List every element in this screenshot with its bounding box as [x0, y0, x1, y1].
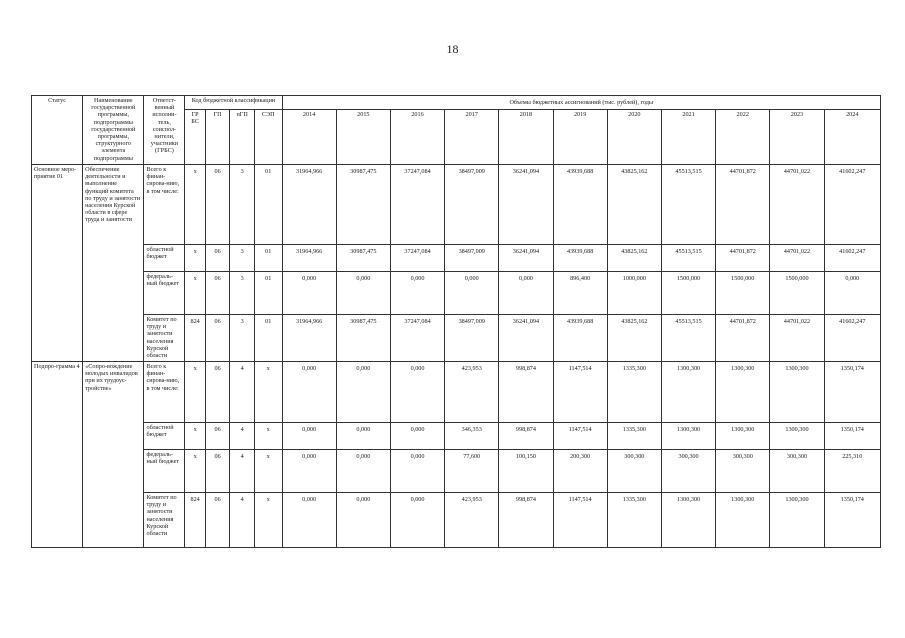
row-value: 0,000: [336, 493, 390, 548]
row-responsible: Всего к финан-сирова-нию, в том числе:: [144, 165, 185, 245]
header-year: 2019: [553, 110, 607, 165]
row-value: 300,300: [716, 450, 770, 493]
header-code-col: ГП: [205, 110, 230, 165]
row-value: 36241,094: [499, 315, 553, 362]
row-value: 44701,872: [716, 315, 770, 362]
row-value: 1335,300: [607, 423, 661, 450]
row-value: 77,600: [445, 450, 499, 493]
row-code: х: [185, 272, 205, 315]
table-body: [32, 165, 881, 548]
row-value: 0,000: [336, 362, 390, 423]
row-value: 1300,300: [770, 493, 824, 548]
header-year: 2022: [716, 110, 770, 165]
header-year: 2014: [282, 110, 336, 165]
row-value: 37247,084: [390, 315, 444, 362]
budget-table: [31, 95, 881, 548]
row-value: 0,000: [824, 272, 880, 315]
row-value: 1500,000: [770, 272, 824, 315]
row-code: 06: [205, 423, 230, 450]
row-code: 06: [205, 450, 230, 493]
row-code: 06: [205, 493, 230, 548]
row-code: 01: [254, 272, 282, 315]
row-value: 45513,515: [661, 315, 715, 362]
row-value: 1300,300: [770, 423, 824, 450]
row-value: 43939,688: [553, 165, 607, 245]
row-value: 1300,300: [661, 362, 715, 423]
row-value: 1500,000: [661, 272, 715, 315]
row-value: 43939,688: [553, 315, 607, 362]
row-value: 1300,300: [716, 362, 770, 423]
row-code: 4: [230, 362, 255, 423]
row-value: 200,300: [553, 450, 607, 493]
row-value: 998,874: [499, 362, 553, 423]
row-responsible: Комитет по труду и занятости населения Курской области: [144, 493, 185, 548]
row-value: 1300,300: [770, 362, 824, 423]
row-value: 896,400: [553, 272, 607, 315]
row-code: 01: [254, 245, 282, 272]
row-value: 998,874: [499, 493, 553, 548]
row-value: 1500,000: [716, 272, 770, 315]
row-value: 0,000: [282, 423, 336, 450]
row-value: 30987,475: [336, 165, 390, 245]
row-value: 41602,247: [824, 245, 880, 272]
row-value: 1147,514: [553, 493, 607, 548]
row-code: х: [254, 362, 282, 423]
row-value: 1300,300: [661, 423, 715, 450]
row-value: 1335,300: [607, 493, 661, 548]
row-value: 423,953: [445, 362, 499, 423]
table-row: [32, 245, 881, 272]
row-value: 38497,009: [445, 315, 499, 362]
row-value: 37247,084: [390, 245, 444, 272]
row-value: 1147,514: [553, 362, 607, 423]
row-value: 1300,300: [716, 493, 770, 548]
row-value: 0,000: [390, 272, 444, 315]
header-year: 2018: [499, 110, 553, 165]
row-value: 31964,966: [282, 245, 336, 272]
row-code: 06: [205, 315, 230, 362]
row-name: Обеспечение деятельности и выполнение функций комитета по труду и занятости населения Курской области в сфере труда и занятости: [83, 165, 144, 362]
row-value: 44701,022: [770, 245, 824, 272]
header-year: 2016: [390, 110, 444, 165]
row-responsible: Всего к финан-сирова-нию, в том числе:: [144, 362, 185, 423]
row-value: 1335,300: [607, 362, 661, 423]
header-year: 2023: [770, 110, 824, 165]
row-value: 0,000: [499, 272, 553, 315]
header-code-col: ГР БС: [185, 110, 205, 165]
row-code: х: [185, 165, 205, 245]
row-responsible: федераль-ный бюджет: [144, 450, 185, 493]
row-code: 01: [254, 165, 282, 245]
row-value: 1000,000: [607, 272, 661, 315]
row-status: Подпро-грамма 4: [32, 362, 83, 548]
row-value: 1300,300: [716, 423, 770, 450]
header-year: 2021: [661, 110, 715, 165]
row-code: 06: [205, 245, 230, 272]
row-value: 0,000: [282, 272, 336, 315]
row-value: 0,000: [336, 423, 390, 450]
header-year: 2017: [445, 110, 499, 165]
row-code: 3: [230, 245, 255, 272]
row-value: 0,000: [390, 450, 444, 493]
row-value: 43939,688: [553, 245, 607, 272]
table-header: [32, 96, 881, 165]
row-code: 4: [230, 423, 255, 450]
header-year: 2020: [607, 110, 661, 165]
table-row: [32, 315, 881, 362]
row-value: 41602,247: [824, 165, 880, 245]
row-code: 01: [254, 315, 282, 362]
row-responsible: областной бюджет: [144, 245, 185, 272]
row-value: 346,353: [445, 423, 499, 450]
row-value: 38497,009: [445, 245, 499, 272]
row-value: 37247,084: [390, 165, 444, 245]
table-row: [32, 165, 881, 245]
page-number: 18: [446, 42, 459, 56]
row-value: 0,000: [390, 362, 444, 423]
row-responsible: Комитет по труду и занятости населения Курской области: [144, 315, 185, 362]
row-value: 0,000: [445, 272, 499, 315]
row-value: 45513,515: [661, 165, 715, 245]
row-value: 31964,966: [282, 165, 336, 245]
row-code: х: [185, 423, 205, 450]
row-code: х: [254, 450, 282, 493]
row-value: 44701,022: [770, 315, 824, 362]
table-row: [32, 493, 881, 548]
row-value: 44701,022: [770, 165, 824, 245]
header-code-col: СЭП: [254, 110, 282, 165]
table-row: [32, 272, 881, 315]
row-value: 1350,174: [824, 423, 880, 450]
header-status: Статус: [32, 96, 83, 165]
row-value: 1350,174: [824, 493, 880, 548]
row-code: 3: [230, 272, 255, 315]
row-value: 41602,247: [824, 315, 880, 362]
row-value: 36241,094: [499, 245, 553, 272]
row-value: 0,000: [390, 493, 444, 548]
header-name: Наименование государственной программы, подпрограммы государственной программы, структурного элемента подпрограммы: [83, 96, 144, 165]
header-code-col: пГП: [230, 110, 255, 165]
row-code: х: [185, 362, 205, 423]
row-value: 43825,162: [607, 245, 661, 272]
header-volumes: Объемы бюджетных ассигнований (тыс. рублей), годы: [282, 96, 880, 110]
row-value: 0,000: [282, 362, 336, 423]
row-status: Основное меро-приятие 01: [32, 165, 83, 362]
table-row: [32, 362, 881, 423]
row-value: 100,150: [499, 450, 553, 493]
row-responsible: областной бюджет: [144, 423, 185, 450]
row-value: 0,000: [390, 423, 444, 450]
row-value: 0,000: [336, 272, 390, 315]
row-value: 1147,514: [553, 423, 607, 450]
row-value: 30987,475: [336, 315, 390, 362]
row-value: 225,310: [824, 450, 880, 493]
row-code: 06: [205, 272, 230, 315]
row-value: 0,000: [336, 450, 390, 493]
row-value: 45513,515: [661, 245, 715, 272]
row-value: 1300,300: [661, 493, 715, 548]
header-responsible: Ответст-венный исполни-тель, соиспол-нители, участники (ГРБС): [144, 96, 185, 165]
table-row: [32, 423, 881, 450]
row-value: 300,300: [770, 450, 824, 493]
row-code: 4: [230, 450, 255, 493]
row-code: 3: [230, 165, 255, 245]
row-value: 44701,872: [716, 165, 770, 245]
row-value: 300,300: [661, 450, 715, 493]
row-code: х: [254, 423, 282, 450]
row-code: 3: [230, 315, 255, 362]
row-value: 998,874: [499, 423, 553, 450]
row-code: 06: [205, 362, 230, 423]
row-value: 36241,094: [499, 165, 553, 245]
row-code: 824: [185, 315, 205, 362]
row-code: 824: [185, 493, 205, 548]
row-value: 0,000: [282, 493, 336, 548]
row-value: 0,000: [282, 450, 336, 493]
row-value: 31964,966: [282, 315, 336, 362]
row-value: 38497,009: [445, 165, 499, 245]
header-year: 2024: [824, 110, 880, 165]
row-value: 43825,162: [607, 165, 661, 245]
row-code: х: [185, 245, 205, 272]
row-value: 300,300: [607, 450, 661, 493]
row-code: х: [254, 493, 282, 548]
row-value: 44701,872: [716, 245, 770, 272]
row-name: «Сопро-вождение молодых инвалидов при их трудоус-тройстве»: [83, 362, 144, 548]
row-code: х: [185, 450, 205, 493]
row-code: 4: [230, 493, 255, 548]
row-value: 43825,162: [607, 315, 661, 362]
table-row: [32, 450, 881, 493]
row-value: 1350,174: [824, 362, 880, 423]
row-value: 423,953: [445, 493, 499, 548]
row-responsible: федераль-ный бюджет: [144, 272, 185, 315]
header-budget-code: Код бюджетной классификации: [185, 96, 282, 110]
row-value: 30987,475: [336, 245, 390, 272]
row-code: 06: [205, 165, 230, 245]
header-year: 2015: [336, 110, 390, 165]
